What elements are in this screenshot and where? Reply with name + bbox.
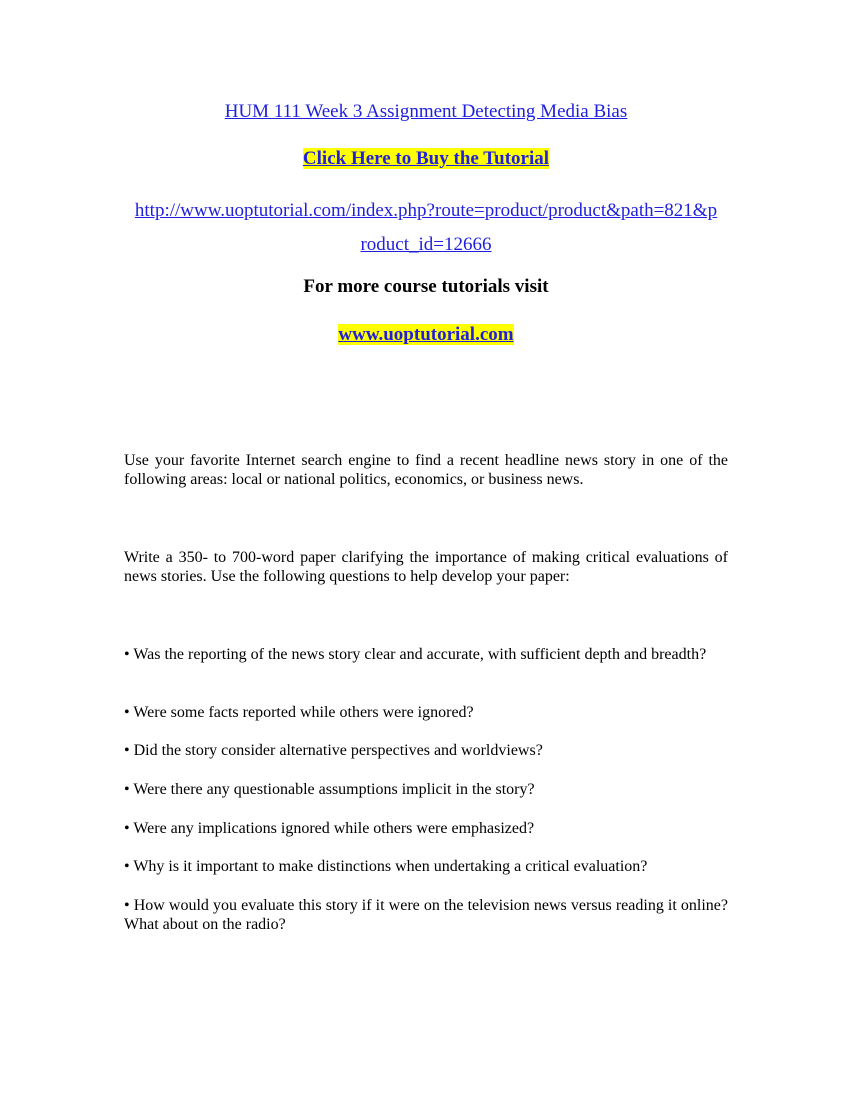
question-item: • Did the story consider alternative perspectives and worldviews?: [124, 742, 543, 759]
question-item: • Were there any questionable assumptions implicit in the story?: [124, 781, 535, 798]
buy-tutorial-link[interactable]: Click Here to Buy the Tutorial: [302, 148, 550, 169]
product-url-line-1[interactable]: http://www.uoptutorial.com/index.php?route=product/product&path=821&p: [134, 200, 718, 221]
question-item: • Why is it important to make distinctions when undertaking a critical evaluation?: [124, 858, 648, 875]
instruction-paragraph-2: Write a 350- to 700-word paper clarifying the importance of making critical evaluations of news stories. Use the following questions to help develop your paper:: [124, 549, 728, 585]
title-link[interactable]: HUM 111 Week 3 Assignment Detecting Media Bias: [224, 101, 628, 122]
buy-tutorial-link-wrapper: [124, 147, 728, 171]
question-item: • How would you evaluate this story if it were on the television news versus reading it online? What about on the radio?: [124, 897, 728, 933]
question-item: • Were any implications ignored while others were emphasized?: [124, 820, 535, 837]
instruction-paragraph-1: Use your favorite Internet search engine to find a recent headline news story in one of the following areas: local or national politics, economics, or business news.: [124, 452, 728, 488]
question-item: • Was the reporting of the news story clear and accurate, with sufficient depth and breadth?: [124, 646, 707, 663]
more-tutorials-label: For more course tutorials visit: [303, 276, 549, 297]
product-url-line-2[interactable]: roduct_id=12666: [360, 234, 492, 255]
site-link-wrapper: [124, 323, 728, 347]
question-item: • Were some facts reported while others were ignored?: [124, 704, 474, 721]
product-url-link[interactable]: [124, 194, 728, 262]
site-link[interactable]: www.uoptutorial.com: [338, 324, 514, 345]
